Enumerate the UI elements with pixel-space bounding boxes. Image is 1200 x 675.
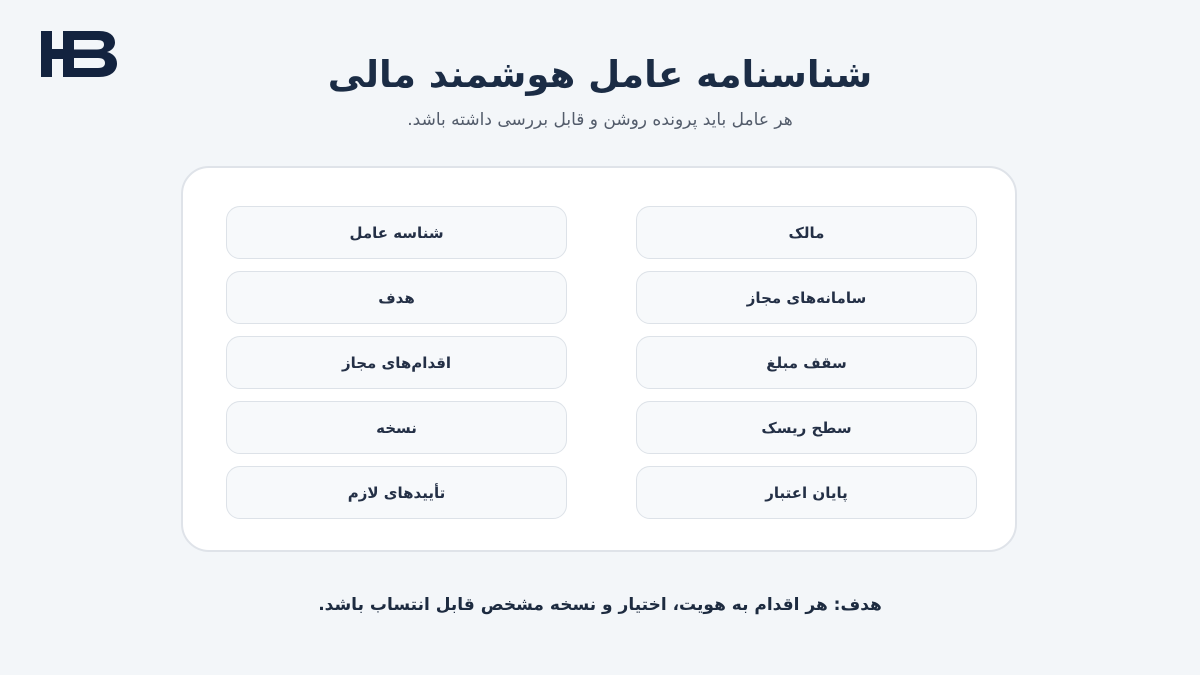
- field-owner: مالک: [636, 206, 977, 259]
- field-allowed-systems: سامانه‌های مجاز: [636, 271, 977, 324]
- footer-goal-note: هدف: هر اقدام به هویت، اختیار و نسخه مشخص قابل انتساب باشد.: [318, 595, 882, 615]
- field-goal: هدف: [226, 271, 567, 324]
- profile-fields-grid: [226, 206, 977, 519]
- field-risk-level: سطح ریسک: [636, 401, 977, 454]
- page-header: [0, 50, 1200, 132]
- page-subtitle: هر عامل باید پرونده روشن و قابل بررسی داشته باشد.: [407, 110, 793, 130]
- field-expiry: پایان اعتبار: [636, 466, 977, 519]
- agent-profile-card: [181, 166, 1017, 552]
- field-allowed-actions: اقدام‌های مجاز: [226, 336, 567, 389]
- field-required-approvals: تأییدهای لازم: [226, 466, 567, 519]
- field-amount-cap: سقف مبلغ: [636, 336, 977, 389]
- page-title: شناسنامه عامل هوشمند مالی: [327, 53, 873, 96]
- field-version: نسخه: [226, 401, 567, 454]
- field-agent-id: شناسه عامل: [226, 206, 567, 259]
